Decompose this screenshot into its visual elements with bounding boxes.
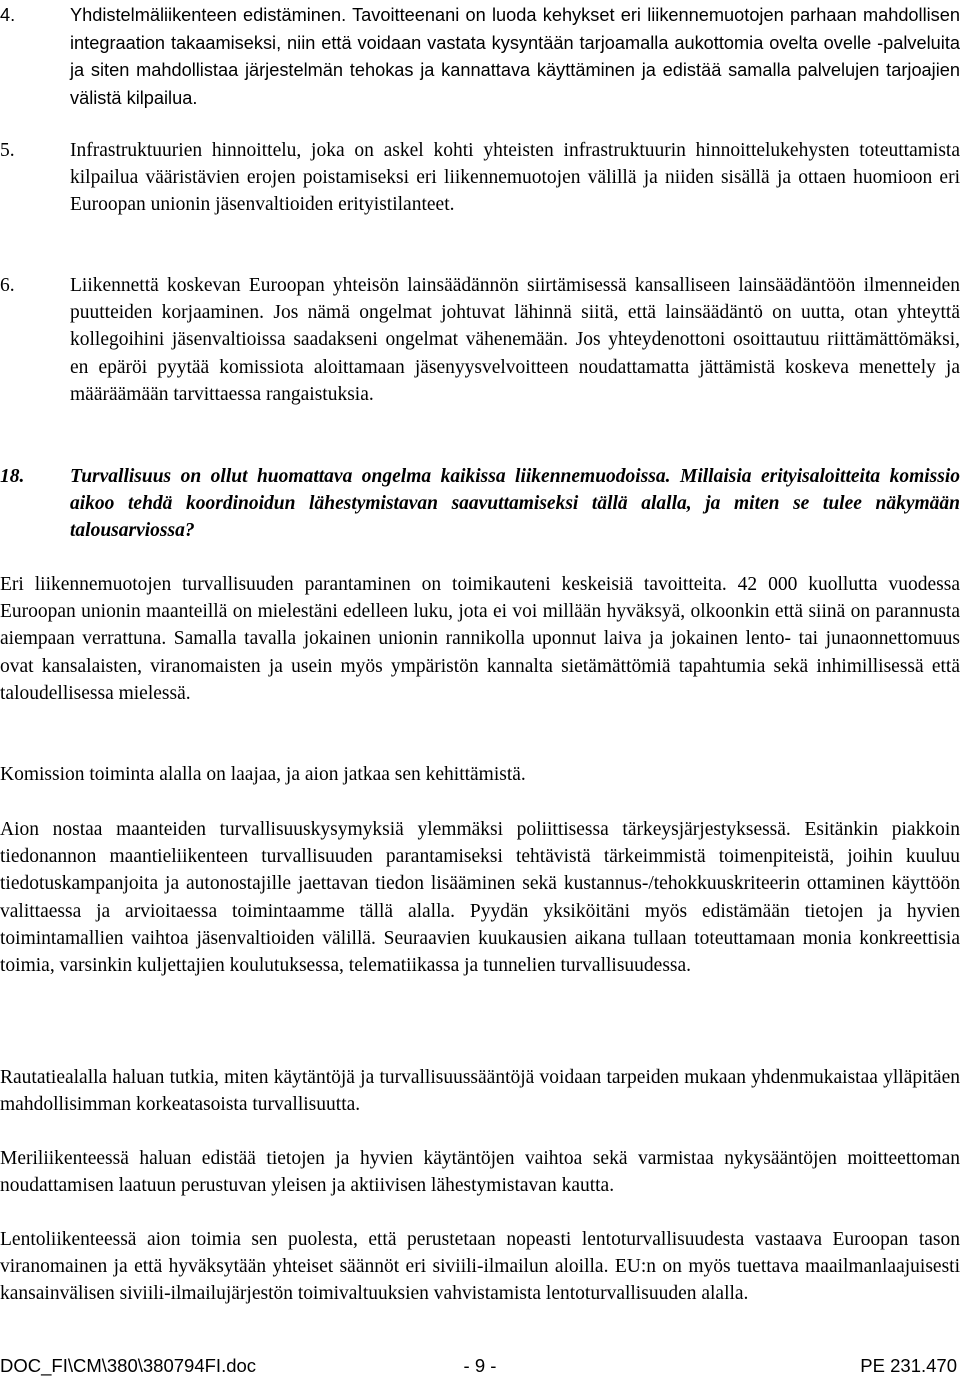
answer-paragraph-3: Aion nostaa maanteiden turvallisuuskysymyksiä ylemmäksi poliittisessa tärkeysjärjestyksessä. Esitänkin piakkoin tiedonannon maantieliikenteen turvallisuuden parantamiseksi tehtävistä tärkeimmistä toimenpiteistä, joihin kuuluu tiedotuskampanjoita ja autonostajille jaettavan tiedon lisääminen sekä kustannus-/tehokkuuskriteerin ottaminen käyttöön valittaessa ja arvioitaessa toimintaamme tällä alalla. Pyydän yksiköitäni myös edistämään tietojen ja hyvien toimintamallien vaihtoa jäsenvaltioiden välillä. Seuraavien kuukausien aikana tullaan toteuttamaan monia konkreettisia toimia, varsinkin kuljettajien koulutuksessa, telematiikassa ja tunnelien turvallisuudessa. — [0, 819, 960, 977]
question-number: 18. — [0, 466, 25, 487]
answer-paragraph-2: Komission toiminta alalla on laajaa, ja aion jatkaa sen kehittämistä. — [0, 764, 526, 785]
answer-paragraph-6: Lentoliikenteessä aion toimia sen puolesta, että perustetaan nopeasti lentoturvallisuudesta vastaava Euroopan tason viranomainen ja että hyväksytään yhteiset säännöt eri siviili-ilmailun aloilla. EU:n on myös tuettava maailmanlaajuisesti kansainvälisen siviili-ilmailujärjestön toimivaltuuksien vahvistamista lentoturvallisuuden alalla. — [0, 1229, 960, 1305]
item-text: Liikennettä koskevan Euroopan yhteisön lainsäädännön siirtämisessä kansalliseen lainsäädäntöön ilmenneiden puutteiden korjaaminen. Jos nämä ongelmat johtuvat lähinnä siitä, että lainsäädäntö on uutta, otan yhteyttä kollegoihini jäsenvaltioissa saadakseni ongelmat vähenemään. Jos yhteydenottoni osoittautuu riittämättömäksi, en epäröi pyytää komissiota aloittamaan jäsenyysvelvoitteen noudattamatta jättämistä koskeva menettely ja määräämään tarvittaessa rangaistuksia. — [70, 275, 960, 405]
question-18 — [0, 463, 960, 545]
item-text: Yhdistelmäliikenteen edistäminen. Tavoitteenani on luoda kehykset eri liikennemuotojen parhaan mahdollisen integraation takaamiseksi, niin että voidaan vastata kysyntään tarjoamalla aukottomia ovelta ovelle -palveluita ja siten mahdollistaa järjestelmän tehokas ja kannattava käyttäminen ja edistää samalla palvelujen tarjoajien välistä kilpailua. — [70, 5, 960, 108]
answer-paragraph-4: Rautatiealalla haluan tutkia, miten käytäntöjä ja turvallisuussääntöjä voidaan tarpeiden mukaan yhdenmukaistaa ylläpitäen mahdollisimman korkeatasoista turvallisuutta. — [0, 1067, 960, 1116]
list-item-6 — [0, 272, 960, 408]
question-text: Turvallisuus on ollut huomattava ongelma kaikissa liikennemuodoissa. Millaisia erityisaloitteita komissio aikoo tehdä koordinoidun lähestymistavan saavuttamiseksi tällä alalla, ja miten se tulee näkymään talousarviossa? — [70, 466, 960, 542]
list-item-4 — [0, 2, 960, 112]
list-item-5 — [0, 137, 960, 219]
item-number: 4. — [0, 5, 16, 25]
item-text: Infrastruktuurien hinnoittelu, joka on askel kohti yhteisten infrastruktuurin hinnoittelukehysten toteuttamista kilpailua vääristävien erojen poistamiseksi eri liikennemuotojen välillä ja niiden sisällä ja ottaen huomioon eri Euroopan unionin jäsenvaltioiden erityistilanteet. — [70, 140, 960, 216]
item-number: 6. — [0, 275, 15, 296]
page-number: - 9 - — [463, 1355, 497, 1376]
page-footer — [0, 1352, 960, 1380]
pe-reference: PE 231.470 — [860, 1355, 957, 1376]
answer-paragraph-5: Meriliikenteessä haluan edistää tietojen ja hyvien käytäntöjen vaihtoa sekä varmistaa nykysääntöjen moitteettoman noudattamisen laatuun perustuvan yleisen ja aktiivisen lähestymistavan kautta. — [0, 1148, 960, 1197]
answer-paragraph-1: Eri liikennemuotojen turvallisuuden parantaminen on toimikauteni keskeisiä tavoitteita. 42 000 kuollutta vuodessa Euroopan unionin maanteillä on mielestäni edelleen luku, jota ei voi millään hyväksyä, olkoonkin että siinä on parannusta aiempaan verrattuna. Samalla tavalla jokainen unionin rannikolla uponnut laiva ja jokainen lento- tai junaonnettomuus ovat kansalaisten, viranomaisten ja usein myös ympäristön kannalta sietämättömiä tapahtumia sekä inhimillisessä että taloudellisessa mielessä. — [0, 574, 960, 704]
document-reference: DOC_FI\CM\380\380794FI.doc — [0, 1355, 257, 1376]
item-number: 5. — [0, 140, 15, 161]
